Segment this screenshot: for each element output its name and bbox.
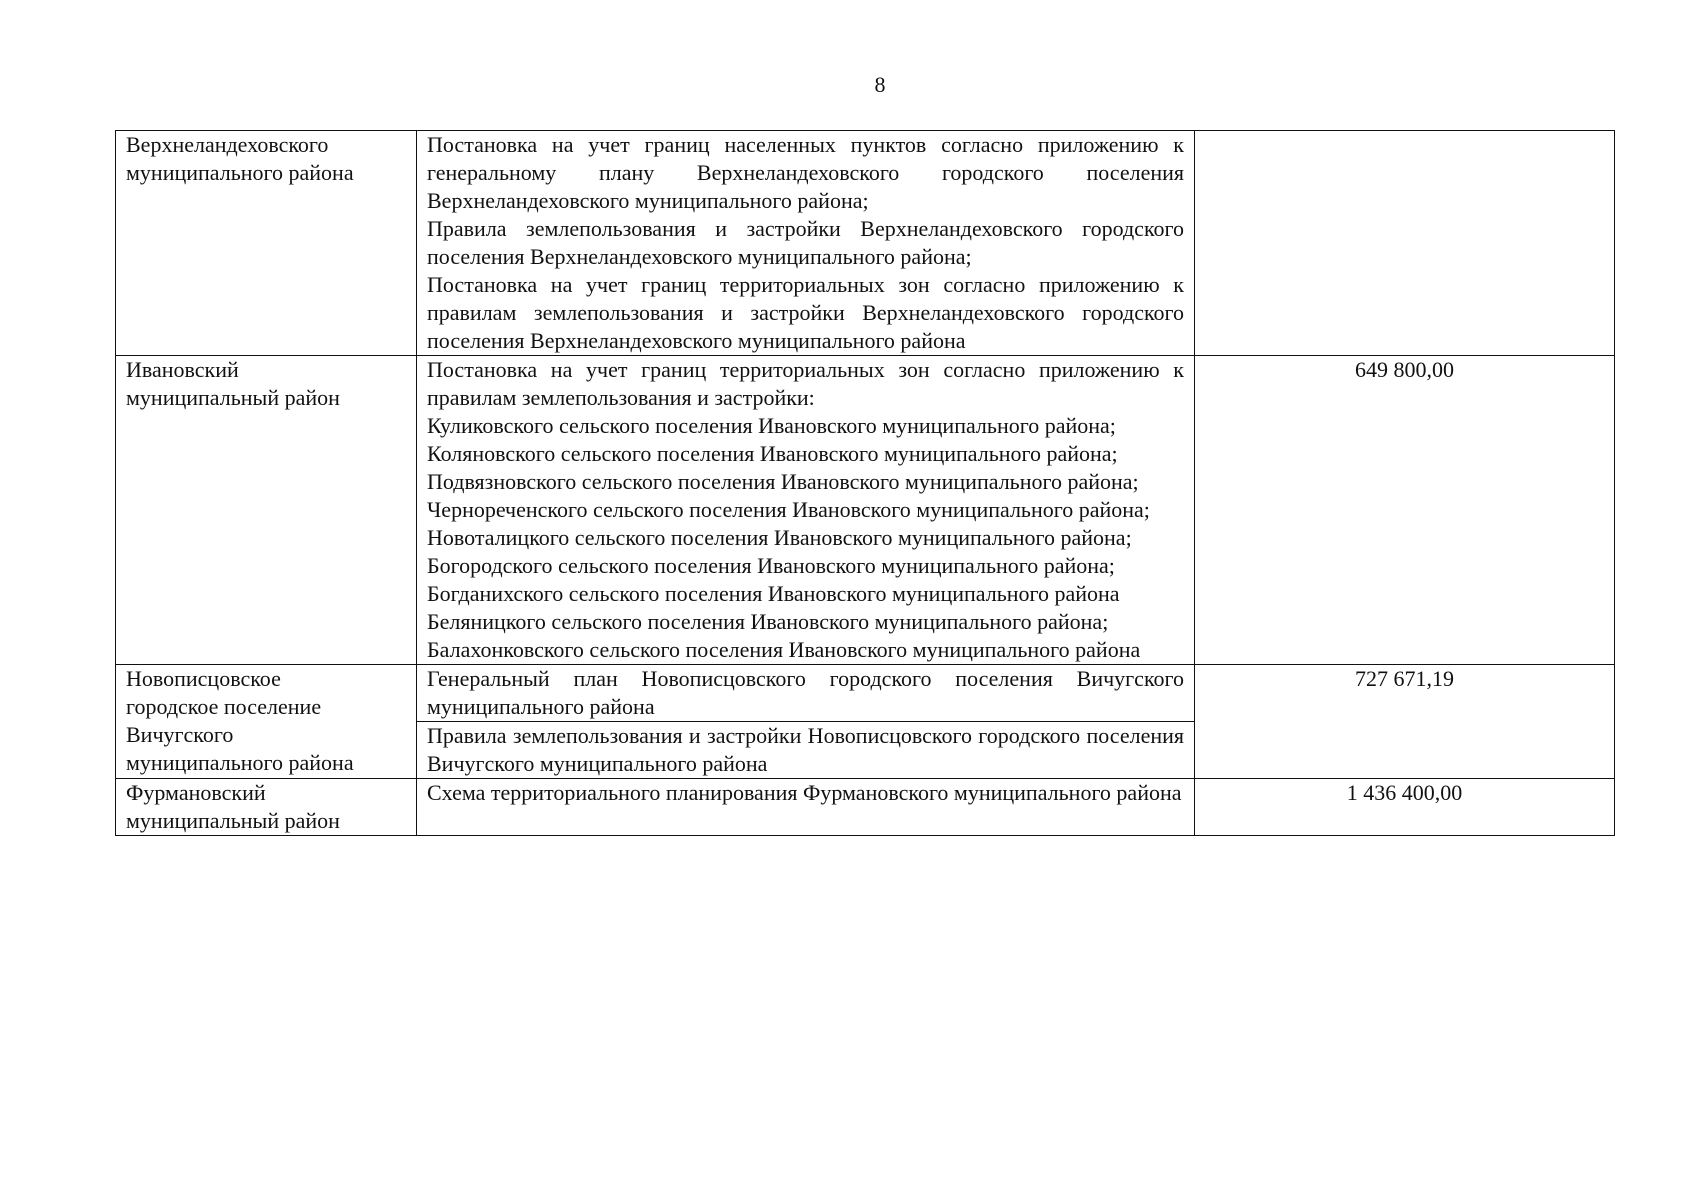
list-item: Чернореченского сельского поселения Ивановского муниципального района;: [427, 497, 1150, 522]
list-item: Постановка на учет границ территориальных зон согласно приложению к правилам землепользования и застройки Верхнеландеховского городского поселения Верхнеландеховского муниципального района: [427, 272, 1184, 353]
district-cell: [116, 356, 417, 665]
items-cell: [417, 779, 1195, 836]
table-row: [116, 665, 1615, 722]
list-item: Генеральный план Новописцовского городского поселения Вичугского муниципального района: [427, 666, 1184, 719]
amount-cell: [1195, 779, 1615, 836]
items-cell: [417, 356, 1195, 665]
district-cell: [116, 665, 417, 779]
list-item: Коляновского сельского поселения Ивановского муниципального района;: [427, 441, 1118, 466]
list-item: Беляницкого сельского поселения Ивановского муниципального района;: [427, 609, 1109, 634]
district-name: Новописцовское городское поселение Вичугского муниципального района: [126, 666, 354, 775]
amount-value: 1 436 400,00: [1346, 780, 1463, 805]
district-name: Ивановский муниципальный район: [126, 357, 340, 410]
amount-cell: [1195, 131, 1615, 356]
list-item: Новоталицкого сельского поселения Ивановского муниципального района;: [427, 525, 1132, 550]
list-item: Схема территориального планирования Фурмановского муниципального района: [427, 780, 1182, 805]
list-item: Правила землепользования и застройки Новописцовского городского поселения Вичугского муниципального района: [427, 723, 1184, 776]
page-number: 8: [874, 72, 886, 97]
items-cell: [417, 722, 1195, 779]
amount-value: 649 800,00: [1355, 357, 1454, 382]
allocation-table: [115, 130, 1615, 836]
district-name: Верхнеландеховского муниципального района: [126, 132, 354, 185]
list-item: Постановка на учет границ населенных пунктов согласно приложению к генеральному плану Верхнеландеховского городского поселения Верхнеландеховского муниципального района;: [427, 132, 1184, 213]
table-row: [116, 131, 1615, 356]
items-cell: [417, 665, 1195, 722]
list-item: Куликовского сельского поселения Ивановского муниципального района;: [427, 413, 1116, 438]
table-row: [116, 356, 1615, 665]
district-name: Фурмановский муниципальный район: [126, 780, 340, 833]
amount-cell: [1195, 665, 1615, 779]
list-item: Правила землепользования и застройки Верхнеландеховского городского поселения Верхнеландеховского муниципального района;: [427, 216, 1184, 269]
amount-value: 727 671,19: [1355, 666, 1454, 691]
list-item: Богданихского сельского поселения Ивановского муниципального района: [427, 581, 1120, 606]
amount-cell: [1195, 356, 1615, 665]
list-item: Балахонковского сельского поселения Ивановского муниципального района: [427, 637, 1141, 662]
district-cell: [116, 131, 417, 356]
list-item: Подвязновского сельского поселения Ивановского муниципального района;: [427, 469, 1139, 494]
table-row: [116, 779, 1615, 836]
district-cell: [116, 779, 417, 836]
items-cell: [417, 131, 1195, 356]
list-item: Постановка на учет границ территориальных зон согласно приложению к правилам землепользования и застройки:: [427, 357, 1184, 410]
list-item: Богородского сельского поселения Ивановского муниципального района;: [427, 553, 1115, 578]
